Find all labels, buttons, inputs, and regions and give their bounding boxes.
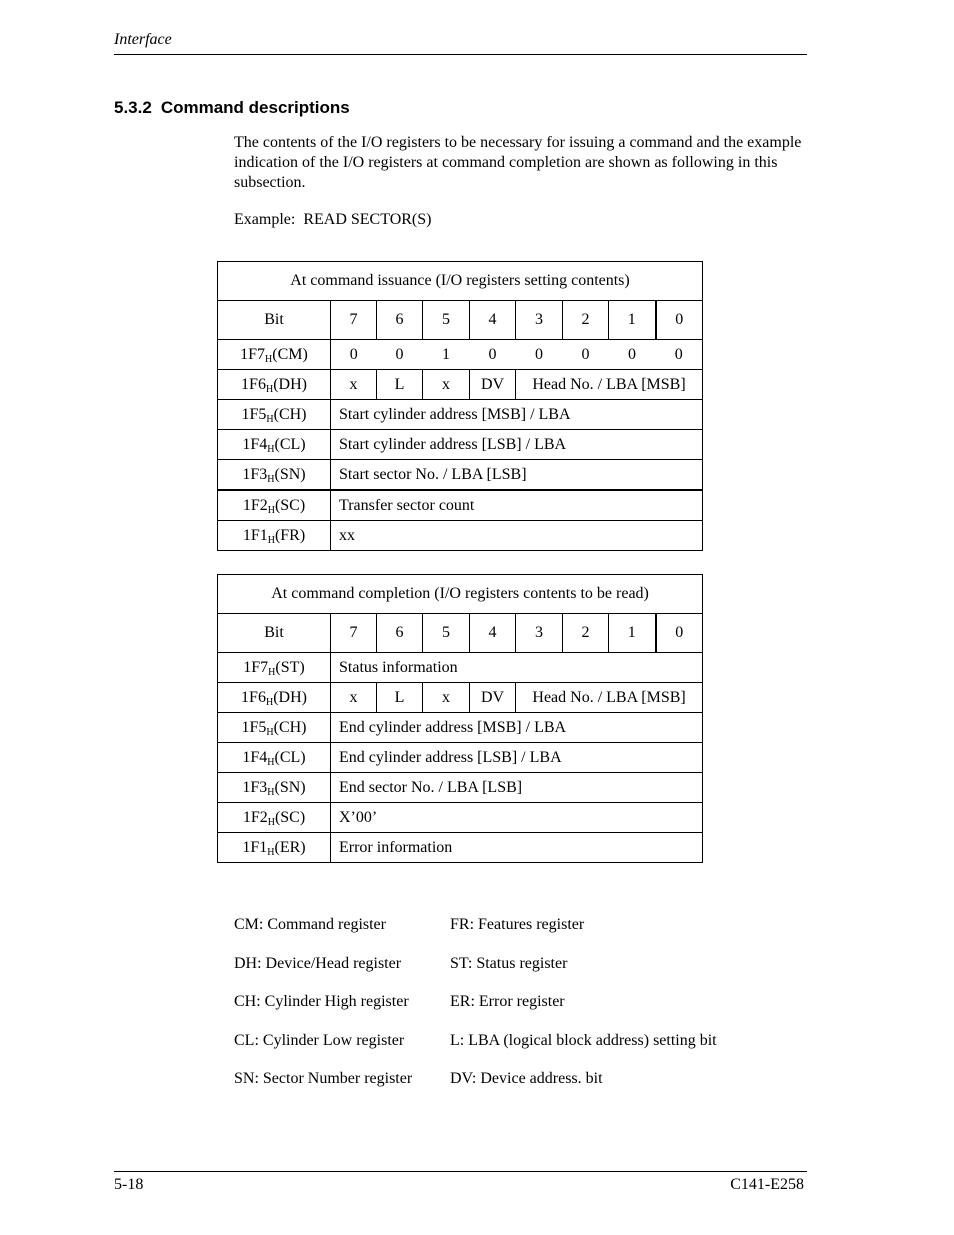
register-value: Start cylinder address [MSB] / LBA <box>331 400 703 430</box>
legend-item: DV: Device address. bit <box>450 1070 603 1087</box>
table-row <box>218 653 703 683</box>
register-name: $1F5_H(CH)$ <box>218 713 331 743</box>
bit-6: 6 <box>377 301 423 340</box>
register-name: $1F7_H(CM)$ <box>218 340 331 370</box>
table-row <box>218 773 703 803</box>
bit-7: 7 <box>331 614 377 653</box>
register-name: $1F4_H(CL)$ <box>218 743 331 773</box>
cm-bit-1: 0 <box>609 340 656 370</box>
legend-item: ER: Error register <box>450 993 565 1010</box>
register-name: $1F2_H(SC)$ <box>218 803 331 833</box>
bit-label: Bit <box>218 301 331 340</box>
register-value: End cylinder address [LSB] / LBA <box>331 743 703 773</box>
dh-bit-6: L <box>377 370 423 400</box>
register-name: $1F2_H(SC)$ <box>218 490 331 521</box>
register-value: End cylinder address [MSB] / LBA <box>331 713 703 743</box>
bit-4: 4 <box>470 301 516 340</box>
cm-bit-6: 0 <box>377 340 423 370</box>
register-name: $1F5_H(CH)$ <box>218 400 331 430</box>
table-row <box>218 713 703 743</box>
legend-item: L: LBA (logical block address) setting bit <box>450 1031 717 1049</box>
issuance-register-table <box>217 261 703 551</box>
dh-head-lba: Head No. / LBA [MSB] <box>516 683 703 713</box>
register-value: Error information <box>331 833 703 863</box>
section-number: 5.3.2 <box>114 98 152 117</box>
bit-1: 1 <box>609 614 656 653</box>
table-row <box>218 521 703 551</box>
dh-head-lba: Head No. / LBA [MSB] <box>516 370 703 400</box>
completion-register-table <box>217 574 703 863</box>
register-name: $1F3_H(SN)$ <box>218 460 331 491</box>
bit-5: 5 <box>423 614 470 653</box>
table-row <box>218 370 703 400</box>
bit-1: 1 <box>609 301 656 340</box>
issuance-table-title: At command issuance (I/O registers setting contents) <box>218 262 703 301</box>
bit-0: 0 <box>656 301 703 340</box>
cm-bit-4: 0 <box>470 340 516 370</box>
dh-bit-7: x <box>331 683 377 713</box>
footer-rule <box>114 1171 807 1172</box>
register-name: $1F4_H(CL)$ <box>218 430 331 460</box>
table-row <box>218 743 703 773</box>
table-row <box>218 490 703 521</box>
table-row <box>218 340 703 370</box>
table-row <box>218 430 703 460</box>
dh-bit-4: DV <box>470 370 516 400</box>
table-row <box>218 460 703 491</box>
cm-bit-2: 0 <box>563 340 609 370</box>
dh-bit-7: x <box>331 370 377 400</box>
register-value: Start sector No. / LBA [LSB] <box>331 460 703 491</box>
legend-item: CL: Cylinder Low register <box>234 1031 405 1049</box>
cm-bit-0: 0 <box>656 340 703 370</box>
dh-bit-5: x <box>423 683 470 713</box>
register-value: xx <box>331 521 703 551</box>
register-name: $1F3_H(SN)$ <box>218 773 331 803</box>
bit-3: 3 <box>516 614 563 653</box>
section-title-text: Command descriptions <box>160 98 350 117</box>
legend-item: CM: Command register <box>234 916 386 933</box>
dh-bit-6: L <box>377 683 423 713</box>
table-row <box>218 400 703 430</box>
example-line <box>234 211 431 229</box>
running-header: Interface <box>114 31 172 48</box>
bit-2: 2 <box>563 301 609 340</box>
intro-paragraph: The contents of the I/O registers to be necessary for issuing a command and the example indication of the I/O registers at command completion are shown as following in this subsection. <box>234 134 802 191</box>
register-name: $1F7_H(ST)$ <box>218 653 331 683</box>
register-value: Transfer sector count <box>331 490 703 521</box>
dh-bit-5: x <box>423 370 470 400</box>
bit-2: 2 <box>563 614 609 653</box>
bit-4: 4 <box>470 614 516 653</box>
bit-3: 3 <box>516 301 563 340</box>
cm-bit-3: 0 <box>516 340 563 370</box>
register-value: X’00’ <box>331 803 703 833</box>
bit-6: 6 <box>377 614 423 653</box>
cm-bit-7: 0 <box>331 340 377 370</box>
example-label: Example: <box>234 211 296 228</box>
register-name: $1F6_H(DH)$ <box>218 370 331 400</box>
legend-item: FR: Features register <box>450 916 585 933</box>
register-value: End sector No. / LBA [LSB] <box>331 773 703 803</box>
table-row <box>218 683 703 713</box>
section-heading <box>114 98 350 118</box>
table-row <box>218 803 703 833</box>
bit-5: 5 <box>423 301 470 340</box>
dh-bit-4: DV <box>470 683 516 713</box>
document-id: C141-E258 <box>730 1176 804 1193</box>
completion-table-title: At command completion (I/O registers contents to be read) <box>218 575 703 614</box>
legend-item: ST: Status register <box>450 954 568 972</box>
page-number: 5-18 <box>114 1176 144 1193</box>
cm-bit-5: 1 <box>423 340 470 370</box>
bit-7: 7 <box>331 301 377 340</box>
register-value: Start cylinder address [LSB] / LBA <box>331 430 703 460</box>
bit-0: 0 <box>656 614 703 653</box>
legend-item: DH: Device/Head register <box>234 954 402 972</box>
table-row <box>218 833 703 863</box>
header-rule <box>114 54 807 55</box>
register-name: $1F1_H(ER)$ <box>218 833 331 863</box>
legend-item: CH: Cylinder High register <box>234 993 409 1010</box>
legend-item: SN: Sector Number register <box>234 1070 413 1087</box>
example-command: READ SECTOR(S) <box>303 211 432 228</box>
register-name: $1F6_H(DH)$ <box>218 683 331 713</box>
register-name: $1F1_H(FR)$ <box>218 521 331 551</box>
bit-label: Bit <box>218 614 331 653</box>
register-value: Status information <box>331 653 703 683</box>
